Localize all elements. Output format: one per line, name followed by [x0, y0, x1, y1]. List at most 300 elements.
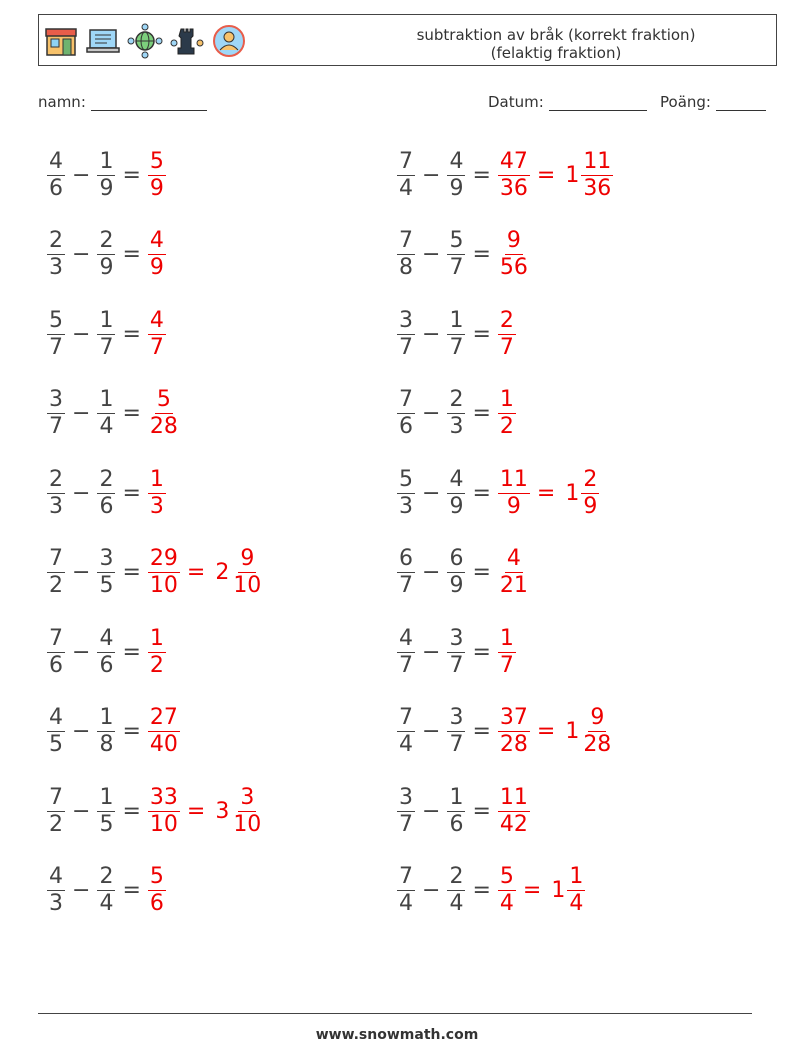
answer-fraction	[148, 546, 180, 599]
minus-sign: −	[422, 878, 441, 903]
globe-network-icon	[127, 23, 163, 59]
subtrahend-fraction-denominator: 9	[449, 573, 464, 598]
answer-fraction-denominator: 7	[499, 334, 514, 360]
mixed-denominator: 9	[583, 493, 598, 519]
problem-item	[394, 379, 519, 449]
subtrahend-fraction-numerator: 1	[99, 387, 114, 412]
minuend-fraction-denominator: 3	[49, 493, 63, 519]
answer	[145, 308, 169, 361]
equals-sign: =	[536, 480, 556, 506]
subtrahend-fraction-numerator: 2	[449, 387, 464, 412]
header-icons	[43, 23, 247, 59]
minus-sign: −	[422, 560, 441, 585]
subtrahend-fraction	[97, 705, 115, 758]
answer-fraction-denominator: 7	[499, 652, 514, 678]
answer-fraction	[498, 546, 530, 599]
footer-url: www.snowmath.com	[315, 1027, 479, 1043]
minuend-fraction	[397, 467, 415, 520]
answer-fraction-denominator: 9	[149, 255, 164, 280]
answer-fraction-numerator: 2	[499, 307, 514, 333]
footer-divider	[38, 1013, 752, 1014]
answer-fraction	[148, 626, 166, 679]
answer-fraction-numerator: 5	[499, 864, 514, 889]
minuend-fraction-denominator: 7	[49, 414, 63, 439]
answer-fraction	[498, 705, 530, 758]
minuend-fraction-denominator: 2	[49, 573, 63, 598]
subtrahend-fraction-numerator: 6	[449, 546, 464, 571]
mixed-denominator: 4	[569, 891, 584, 916]
minuend-fraction	[397, 785, 415, 838]
subtrahend-fraction-numerator: 4	[449, 148, 464, 174]
answer-fraction	[498, 467, 530, 520]
mixed-whole: 1	[565, 719, 580, 744]
minuend-fraction-denominator: 3	[49, 891, 63, 916]
answer-fraction-numerator: 47	[499, 148, 528, 174]
problem-item	[394, 538, 533, 608]
minuend-fraction	[397, 387, 415, 440]
problem-item	[394, 697, 616, 767]
problem-item	[394, 776, 533, 846]
subtrahend-fraction-denominator: 4	[99, 891, 114, 916]
equals-sign: =	[472, 878, 491, 903]
minus-sign: −	[422, 401, 441, 426]
answer-fraction-denominator: 36	[499, 175, 528, 201]
answer-fraction-numerator: 5	[149, 148, 164, 174]
problem-item	[394, 617, 519, 687]
answer-fraction-numerator: 1	[149, 466, 164, 492]
subtrahend-fraction	[447, 864, 465, 917]
equals-sign: =	[122, 798, 141, 824]
minus-sign: −	[422, 242, 441, 267]
answer-fraction	[148, 149, 166, 202]
subtrahend-fraction-denominator: 9	[449, 175, 464, 201]
answer-fraction-denominator: 7	[149, 334, 164, 360]
answer-fraction-numerator: 4	[506, 546, 521, 571]
minuend-fraction-numerator: 3	[49, 387, 63, 412]
minuend-fraction-denominator: 7	[399, 811, 413, 837]
subtrahend-fraction-numerator: 1	[99, 307, 114, 333]
mixed-whole: 2	[215, 560, 230, 585]
subtrahend-fraction-denominator: 7	[449, 732, 464, 757]
answer-fraction	[148, 785, 180, 838]
equals-sign: =	[186, 798, 206, 824]
answer-fraction-numerator: 9	[506, 228, 521, 253]
minuend-fraction	[47, 546, 65, 599]
answer-fraction-denominator: 10	[149, 573, 178, 598]
minuend-fraction-denominator: 6	[49, 175, 63, 201]
minuend-fraction-denominator: 7	[399, 573, 413, 598]
mixed-denominator: 10	[233, 811, 262, 837]
answer	[145, 228, 169, 281]
minus-sign: −	[72, 878, 91, 903]
minuend-fraction-numerator: 4	[49, 705, 63, 730]
name-label: namn:	[38, 93, 86, 111]
subtrahend-fraction-numerator: 2	[99, 228, 114, 253]
mixed-denominator: 28	[583, 732, 612, 757]
answer-fraction-denominator: 3	[149, 493, 164, 519]
minuend-fraction-denominator: 6	[49, 652, 63, 678]
subtrahend-fraction-denominator: 8	[99, 732, 114, 757]
minuend-fraction	[47, 705, 65, 758]
answer	[495, 308, 519, 361]
equals-sign: =	[536, 719, 556, 744]
name-blank[interactable]	[91, 94, 207, 111]
minuend-fraction	[397, 546, 415, 599]
answer	[495, 785, 533, 838]
minuend-fraction-numerator: 7	[49, 625, 63, 651]
equals-sign: =	[472, 798, 491, 824]
answer-fraction-numerator: 37	[499, 705, 528, 730]
answer-fraction	[498, 387, 516, 440]
subtrahend-fraction	[97, 626, 115, 679]
mixed-denominator: 36	[583, 175, 612, 201]
minuend-fraction	[397, 626, 415, 679]
minuend-fraction-numerator: 4	[49, 864, 63, 889]
problem-item	[44, 458, 169, 528]
subtrahend-fraction-numerator: 2	[99, 864, 114, 889]
user-target-icon	[211, 23, 247, 59]
answer-fraction-denominator: 40	[149, 732, 178, 757]
minuend-fraction-numerator: 7	[49, 546, 63, 571]
name-field[interactable]	[38, 93, 207, 111]
answer-fraction-numerator: 5	[156, 387, 171, 412]
answer	[145, 626, 169, 679]
minuend-fraction-numerator: 2	[49, 228, 63, 253]
minuend-fraction	[47, 626, 65, 679]
mixed-whole: 1	[565, 162, 580, 188]
answer	[495, 228, 533, 281]
minus-sign: −	[422, 719, 441, 744]
subtrahend-fraction	[447, 705, 465, 758]
date-label: Datum:	[488, 93, 544, 111]
equals-sign: =	[122, 719, 141, 744]
answer	[495, 387, 519, 440]
problem-item	[44, 776, 266, 846]
answer-fraction-denominator: 10	[149, 811, 178, 837]
answer-fraction	[148, 387, 180, 440]
mixed-numerator: 11	[583, 148, 612, 174]
answer-fraction-numerator: 4	[149, 228, 164, 253]
equals-sign: =	[472, 719, 491, 744]
minuend-fraction	[47, 149, 65, 202]
subtrahend-fraction-denominator: 5	[99, 573, 114, 598]
minuend-fraction-numerator: 3	[399, 784, 413, 810]
minus-sign: −	[422, 639, 441, 665]
subtrahend-fraction-numerator: 2	[99, 466, 114, 492]
mixed-numerator: 9	[240, 546, 255, 571]
subtrahend-fraction	[447, 467, 465, 520]
answer	[495, 705, 616, 758]
answer	[495, 467, 602, 520]
answer	[495, 546, 533, 599]
answer-fraction	[148, 705, 180, 758]
minus-sign: −	[422, 798, 441, 824]
mixed-numerator: 9	[590, 705, 605, 730]
minuend-fraction-denominator: 3	[399, 493, 413, 519]
answer-fraction-denominator: 4	[499, 891, 514, 916]
problem-item	[394, 299, 519, 369]
subtrahend-fraction-denominator: 7	[449, 652, 464, 678]
problem-item	[394, 220, 533, 290]
subtrahend-fraction-numerator: 3	[99, 546, 114, 571]
mixed-whole: 3	[215, 798, 230, 824]
equals-sign: =	[472, 242, 491, 267]
minuend-fraction-denominator: 7	[49, 334, 63, 360]
answer-fraction-numerator: 11	[499, 784, 528, 810]
minuend-fraction-denominator: 4	[399, 175, 413, 201]
subtrahend-fraction-numerator: 1	[449, 307, 464, 333]
equals-sign: =	[472, 639, 491, 665]
subtrahend-fraction-denominator: 6	[99, 652, 114, 678]
answer-fraction-denominator: 9	[506, 493, 521, 519]
laptop-checklist-icon	[85, 23, 121, 59]
subtrahend-fraction-denominator: 4	[449, 891, 464, 916]
subtrahend-fraction-denominator: 6	[449, 811, 464, 837]
minuend-fraction-numerator: 7	[399, 228, 413, 253]
minuend-fraction	[397, 228, 415, 281]
equals-sign: =	[522, 878, 542, 903]
minuend-fraction-numerator: 3	[399, 307, 413, 333]
minuend-fraction-numerator: 5	[399, 466, 413, 492]
subtrahend-fraction	[447, 308, 465, 361]
mixed-fraction	[231, 546, 263, 599]
answer-fraction-numerator: 1	[499, 387, 514, 412]
minus-sign: −	[422, 480, 441, 506]
chess-rook-icon	[169, 23, 205, 59]
problem-item	[394, 856, 588, 926]
shop-icon	[43, 23, 79, 59]
answer-fraction-denominator: 21	[499, 573, 528, 598]
mixed-fraction	[231, 785, 263, 838]
answer	[145, 149, 169, 202]
subtrahend-fraction-numerator: 1	[99, 784, 114, 810]
subtrahend-fraction	[447, 228, 465, 281]
answer-fraction	[148, 228, 166, 281]
date-field[interactable]	[488, 93, 647, 111]
mixed-fraction	[581, 467, 599, 520]
minuend-fraction	[47, 785, 65, 838]
title-line-2: (felaktig fraktion)	[490, 44, 622, 62]
answer-fraction-numerator: 4	[149, 307, 164, 333]
subtrahend-fraction	[447, 626, 465, 679]
answer-fraction-denominator: 28	[499, 732, 528, 757]
minuend-fraction-numerator: 7	[399, 864, 413, 889]
minus-sign: −	[422, 162, 441, 188]
minus-sign: −	[72, 162, 91, 188]
answer	[145, 705, 183, 758]
answer-fraction-denominator: 42	[499, 811, 528, 837]
subtrahend-fraction	[97, 228, 115, 281]
answer	[145, 467, 169, 520]
score-blank[interactable]	[716, 94, 766, 111]
minuend-fraction	[47, 387, 65, 440]
subtrahend-fraction-denominator: 7	[99, 334, 114, 360]
minus-sign: −	[72, 798, 91, 824]
problem-item	[44, 220, 169, 290]
equals-sign: =	[122, 321, 141, 347]
minus-sign: −	[72, 401, 91, 426]
problem-item	[44, 140, 169, 210]
minuend-fraction-numerator: 7	[399, 705, 413, 730]
mixed-fraction	[567, 864, 585, 917]
equals-sign: =	[186, 560, 206, 585]
minuend-fraction	[47, 467, 65, 520]
answer-fraction	[498, 626, 516, 679]
subtrahend-fraction-numerator: 1	[99, 148, 114, 174]
minuend-fraction	[47, 864, 65, 917]
subtrahend-fraction-numerator: 4	[99, 625, 114, 651]
worksheet-header	[38, 14, 777, 66]
minuend-fraction	[397, 149, 415, 202]
minuend-fraction-numerator: 6	[399, 546, 413, 571]
answer-fraction-numerator: 11	[499, 466, 528, 492]
mixed-fraction	[581, 149, 613, 202]
subtrahend-fraction-numerator: 4	[449, 466, 464, 492]
subtrahend-fraction-numerator: 3	[449, 705, 464, 730]
answer	[145, 785, 266, 838]
minuend-fraction-denominator: 4	[399, 732, 413, 757]
subtrahend-fraction-denominator: 9	[99, 175, 114, 201]
title-line-1: subtraktion av bråk (korrekt fraktion)	[416, 26, 696, 44]
minus-sign: −	[72, 719, 91, 744]
minuend-fraction-numerator: 7	[399, 148, 413, 174]
answer-fraction-numerator: 5	[149, 864, 164, 889]
answer-fraction-numerator: 29	[149, 546, 178, 571]
mixed-numerator: 2	[583, 466, 598, 492]
minuend-fraction-numerator: 5	[49, 307, 63, 333]
problem-item	[44, 856, 169, 926]
subtrahend-fraction	[447, 785, 465, 838]
answer-fraction-numerator: 1	[149, 625, 164, 651]
date-blank[interactable]	[549, 94, 647, 111]
answer-fraction-numerator: 1	[499, 625, 514, 651]
subtrahend-fraction-numerator: 1	[99, 705, 114, 730]
minus-sign: −	[72, 242, 91, 267]
mixed-fraction	[581, 705, 613, 758]
answer-fraction-denominator: 9	[149, 175, 164, 201]
minuend-fraction-denominator: 7	[399, 334, 413, 360]
minuend-fraction-numerator: 2	[49, 466, 63, 492]
problem-item	[44, 697, 183, 767]
subtrahend-fraction-denominator: 9	[449, 493, 464, 519]
score-field[interactable]	[660, 93, 766, 111]
minuend-fraction-numerator: 4	[399, 625, 413, 651]
subtrahend-fraction-denominator: 6	[99, 493, 114, 519]
answer-fraction-denominator: 2	[149, 652, 164, 678]
equals-sign: =	[536, 162, 556, 188]
subtrahend-fraction	[97, 785, 115, 838]
minuend-fraction	[47, 308, 65, 361]
mixed-numerator: 3	[240, 784, 255, 810]
answer-fraction	[498, 864, 516, 917]
equals-sign: =	[472, 401, 491, 426]
answer-fraction	[498, 149, 530, 202]
minuend-fraction-denominator: 5	[49, 732, 63, 757]
answer-fraction	[498, 785, 530, 838]
subtrahend-fraction	[97, 864, 115, 917]
minuend-fraction	[397, 308, 415, 361]
equals-sign: =	[472, 560, 491, 585]
answer-fraction-denominator: 2	[499, 414, 514, 439]
answer-fraction	[498, 308, 516, 361]
subtrahend-fraction	[447, 387, 465, 440]
problem-item	[44, 538, 266, 608]
answer-fraction-numerator: 27	[149, 705, 178, 730]
minus-sign: −	[72, 321, 91, 347]
answer	[145, 546, 266, 599]
mixed-whole: 1	[551, 878, 566, 903]
answer	[145, 387, 183, 440]
problem-item	[394, 140, 616, 210]
subtrahend-fraction	[97, 546, 115, 599]
subtrahend-fraction	[97, 467, 115, 520]
subtrahend-fraction-numerator: 1	[449, 784, 464, 810]
equals-sign: =	[122, 401, 141, 426]
subtrahend-fraction	[97, 149, 115, 202]
answer-fraction-denominator: 28	[149, 414, 178, 439]
subtrahend-fraction	[447, 149, 465, 202]
answer-fraction	[148, 864, 166, 917]
subtrahend-fraction-denominator: 9	[99, 255, 114, 280]
minus-sign: −	[72, 480, 91, 506]
minuend-fraction-denominator: 8	[399, 255, 413, 280]
equals-sign: =	[122, 878, 141, 903]
minuend-fraction-denominator: 6	[399, 414, 413, 439]
answer-fraction	[498, 228, 530, 281]
minuend-fraction	[397, 864, 415, 917]
minuend-fraction-numerator: 4	[49, 148, 63, 174]
minuend-fraction-numerator: 7	[49, 784, 63, 810]
subtrahend-fraction-denominator: 7	[449, 334, 464, 360]
answer	[495, 626, 519, 679]
equals-sign: =	[122, 480, 141, 506]
problem-item	[44, 299, 169, 369]
score-label: Poäng:	[660, 93, 711, 111]
subtrahend-fraction-denominator: 5	[99, 811, 114, 837]
equals-sign: =	[122, 162, 141, 188]
equals-sign: =	[122, 242, 141, 267]
equals-sign: =	[472, 162, 491, 188]
worksheet-title	[376, 26, 736, 62]
mixed-numerator: 1	[569, 864, 584, 889]
subtrahend-fraction-numerator: 5	[449, 228, 464, 253]
problem-item	[394, 458, 602, 528]
minuend-fraction-denominator: 7	[399, 652, 413, 678]
subtrahend-fraction-denominator: 3	[449, 414, 464, 439]
minus-sign: −	[72, 639, 91, 665]
subtrahend-fraction-numerator: 2	[449, 864, 464, 889]
answer	[495, 149, 616, 202]
subtrahend-fraction-numerator: 3	[449, 625, 464, 651]
minuend-fraction-denominator: 4	[399, 891, 413, 916]
mixed-whole: 1	[565, 480, 580, 506]
answer-fraction-denominator: 6	[149, 891, 164, 916]
answer	[145, 864, 169, 917]
mixed-denominator: 10	[233, 573, 262, 598]
minuend-fraction-denominator: 2	[49, 811, 63, 837]
answer	[495, 864, 588, 917]
minus-sign: −	[72, 560, 91, 585]
answer-fraction-numerator: 33	[149, 784, 178, 810]
problem-item	[44, 379, 183, 449]
equals-sign: =	[122, 560, 141, 585]
subtrahend-fraction	[97, 308, 115, 361]
minus-sign: −	[422, 321, 441, 347]
answer-fraction-denominator: 56	[499, 255, 528, 280]
subtrahend-fraction	[447, 546, 465, 599]
equals-sign: =	[122, 639, 141, 665]
equals-sign: =	[472, 480, 491, 506]
